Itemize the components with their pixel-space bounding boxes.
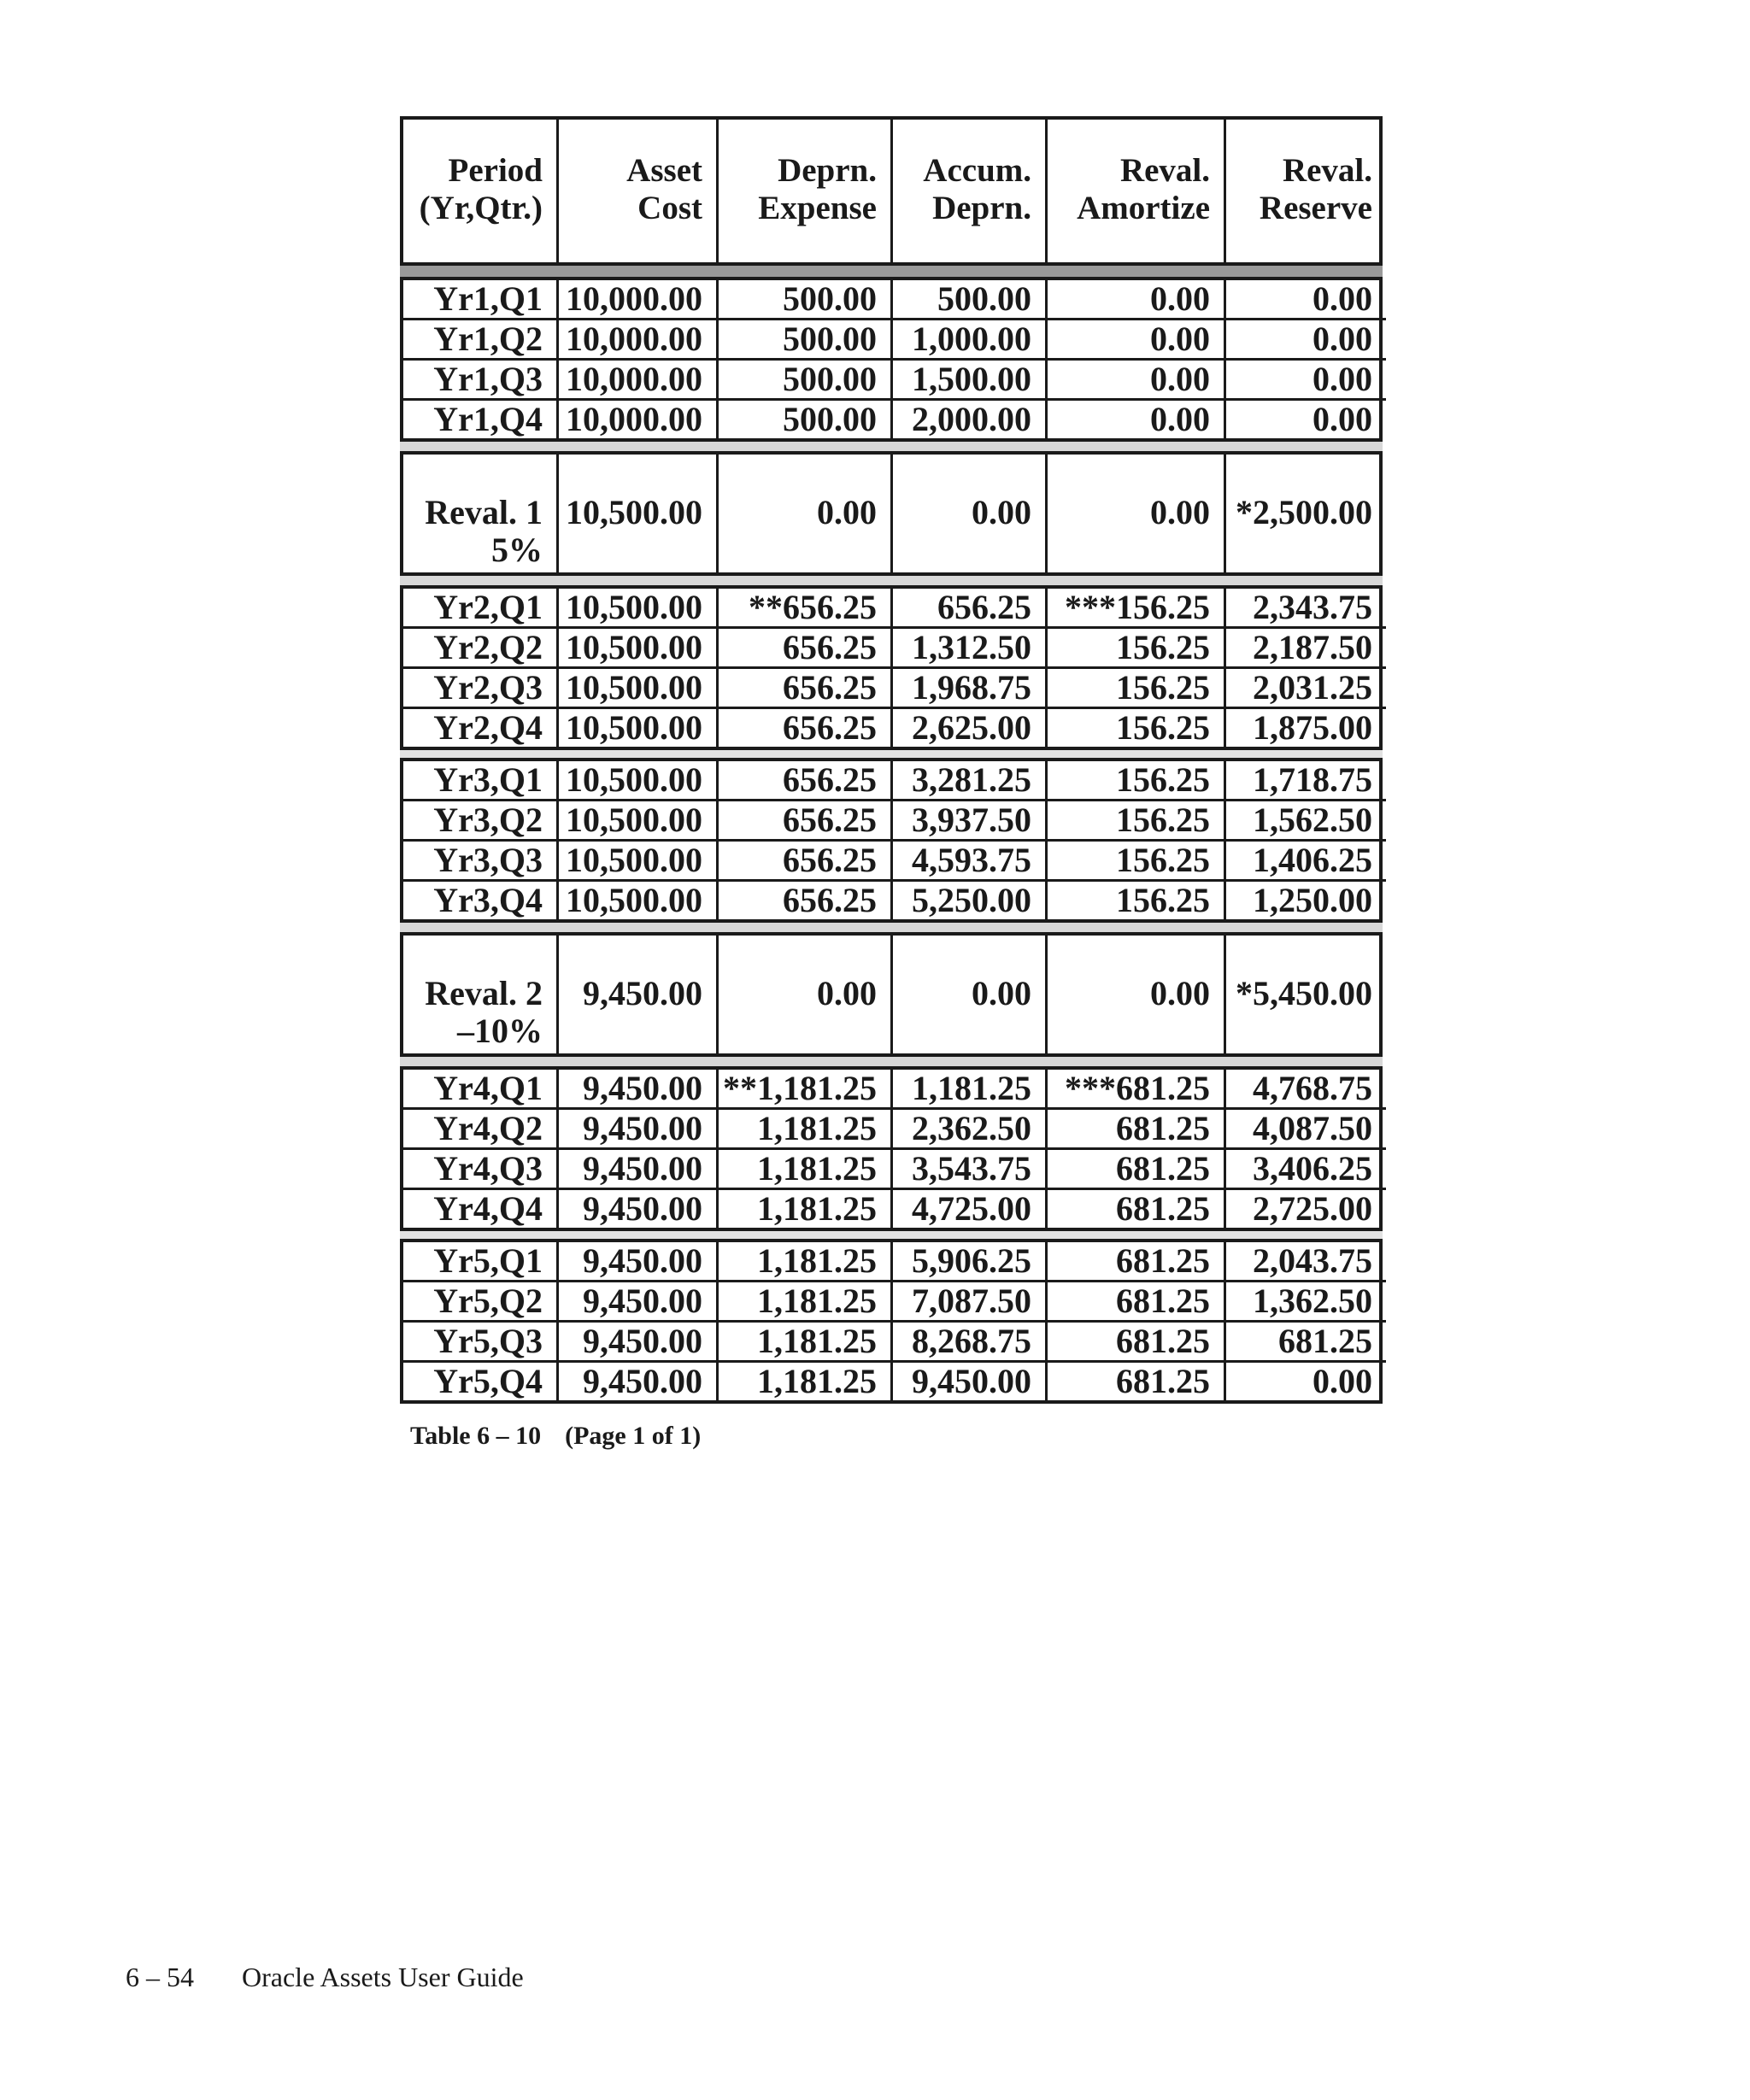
cell-period: Yr4,Q1	[403, 1070, 559, 1110]
header-reval-reserve: Reval. Reserve	[1259, 152, 1372, 226]
group-separator	[400, 750, 1383, 758]
table-caption-page: (Page 1 of 1)	[565, 1422, 702, 1450]
cell-asset-cost: 10,500.00	[559, 842, 719, 882]
cell-period: Reval. 2 –10%	[403, 936, 559, 1053]
cell-accum-deprn: 3,543.75	[893, 1150, 1048, 1190]
cell-deprn-expense: 656.25	[719, 761, 893, 801]
cell-asset-cost: 9,450.00	[559, 1110, 719, 1150]
cell-asset-cost: 10,500.00	[559, 882, 719, 919]
cell-accum-deprn: 4,725.00	[893, 1190, 1048, 1228]
page-footer	[126, 1962, 524, 1993]
cell-asset-cost: 10,500.00	[559, 589, 719, 629]
cell-period: Yr1,Q4	[403, 401, 559, 438]
cell-period: Yr4,Q4	[403, 1190, 559, 1228]
cell-accum-deprn: 1,181.25	[893, 1070, 1048, 1110]
cell-accum-deprn: 1,312.50	[893, 629, 1048, 669]
cell-reval-reserve: 681.25	[1226, 1323, 1386, 1363]
cell-period: Yr5,Q3	[403, 1323, 559, 1363]
cell-deprn-expense: 656.25	[719, 709, 893, 747]
footer-book-title: Oracle Assets User Guide	[242, 1962, 524, 1992]
cell-reval-reserve: 2,187.50	[1226, 629, 1386, 669]
cell-asset-cost: 9,450.00	[559, 1070, 719, 1110]
cell-reval-amortize: 681.25	[1048, 1190, 1226, 1228]
cell-reval-amortize: 156.25	[1048, 842, 1226, 882]
cell-reval-amortize: ***681.25	[1048, 1070, 1226, 1110]
cell-asset-cost: 10,500.00	[559, 455, 719, 572]
cell-deprn-expense: 656.25	[719, 669, 893, 709]
cell-reval-amortize: 156.25	[1048, 801, 1226, 842]
cell-deprn-expense: 1,181.25	[719, 1323, 893, 1363]
cell-deprn-expense: 656.25	[719, 882, 893, 919]
cell-deprn-expense: 1,181.25	[719, 1363, 893, 1400]
cell-accum-deprn: 2,625.00	[893, 709, 1048, 747]
table-caption	[410, 1422, 725, 1451]
cell-reval-reserve: 1,406.25	[1226, 842, 1386, 882]
cell-reval-reserve: 2,343.75	[1226, 589, 1386, 629]
header-asset-cost: Asset Cost	[559, 120, 719, 262]
cell-reval-reserve: 1,875.00	[1253, 709, 1372, 747]
revaluation-group	[400, 932, 1383, 1057]
cell-asset-cost: 10,000.00	[559, 320, 719, 361]
cell-reval-reserve: 1,362.50	[1226, 1282, 1386, 1323]
group-separator	[400, 266, 1383, 277]
cell-reval-amortize: 681.25	[1048, 1242, 1226, 1282]
cell-reval-amortize: 0.00	[1048, 455, 1226, 572]
cell-period: Yr2,Q2	[403, 629, 559, 669]
header-accum-deprn: Accum. Deprn.	[893, 120, 1048, 262]
cell-reval-amortize: 156.25	[1048, 629, 1226, 669]
cell-accum-deprn: 7,087.50	[893, 1282, 1048, 1323]
group-separator	[400, 923, 1383, 932]
cell-reval-reserve: 1,250.00	[1253, 882, 1372, 919]
cell-asset-cost: 9,450.00	[559, 1363, 719, 1400]
cell-reval-amortize: 0.00	[1048, 936, 1226, 1053]
revaluation-table	[400, 116, 1383, 1404]
cell-accum-deprn: 3,937.50	[893, 801, 1048, 842]
cell-period: Yr1,Q1	[403, 280, 559, 320]
cell-period: Yr1,Q2	[403, 320, 559, 361]
cell-reval-amortize: 681.25	[1048, 1282, 1226, 1323]
cell-period: Yr3,Q3	[403, 842, 559, 882]
cell-asset-cost: 10,000.00	[559, 280, 719, 320]
period-group	[400, 277, 1383, 442]
revaluation-group	[400, 451, 1383, 576]
cell-reval-amortize: 681.25	[1048, 1363, 1226, 1400]
cell-deprn-expense: 656.25	[719, 842, 893, 882]
cell-asset-cost: 9,450.00	[559, 1190, 719, 1228]
cell-reval-reserve: 3,406.25	[1226, 1150, 1386, 1190]
cell-period: Yr3,Q4	[403, 882, 559, 919]
cell-reval-amortize: 0.00	[1048, 280, 1226, 320]
cell-reval-reserve: 0.00	[1226, 280, 1386, 320]
cell-deprn-expense: 656.25	[719, 801, 893, 842]
cell-reval-amortize: 156.25	[1048, 669, 1226, 709]
cell-deprn-expense: 500.00	[719, 280, 893, 320]
cell-deprn-expense: 656.25	[719, 629, 893, 669]
cell-accum-deprn: 1,968.75	[893, 669, 1048, 709]
cell-accum-deprn: 3,281.25	[893, 761, 1048, 801]
cell-reval-reserve: 2,043.75	[1226, 1242, 1386, 1282]
cell-deprn-expense: 500.00	[719, 320, 893, 361]
cell-period: Yr5,Q1	[403, 1242, 559, 1282]
cell-accum-deprn: 2,362.50	[893, 1110, 1048, 1150]
cell-deprn-expense: 1,181.25	[719, 1150, 893, 1190]
cell-period: Yr5,Q2	[403, 1282, 559, 1323]
group-separator	[400, 576, 1383, 585]
cell-deprn-expense: 1,181.25	[719, 1242, 893, 1282]
table-caption-label: Table 6 – 10	[410, 1422, 542, 1450]
cell-period: Yr2,Q4	[403, 709, 559, 747]
footer-page-number: 6 – 54	[126, 1962, 194, 1992]
cell-reval-amortize: 156.25	[1048, 882, 1226, 919]
cell-period: Yr5,Q4	[403, 1363, 559, 1400]
cell-reval-reserve: 1,562.50	[1226, 801, 1386, 842]
cell-deprn-expense: 0.00	[719, 455, 893, 572]
cell-deprn-expense: **656.25	[719, 589, 893, 629]
cell-reval-reserve: 4,768.75	[1226, 1070, 1386, 1110]
cell-asset-cost: 10,000.00	[559, 361, 719, 401]
period-group	[400, 585, 1383, 750]
cell-reval-amortize: 156.25	[1048, 709, 1226, 747]
cell-asset-cost: 9,450.00	[559, 1323, 719, 1363]
cell-asset-cost: 10,000.00	[559, 401, 719, 438]
header-reval-amortize: Reval. Amortize	[1048, 120, 1226, 262]
cell-reval-amortize: ***156.25	[1048, 589, 1226, 629]
cell-reval-amortize: 156.25	[1048, 761, 1226, 801]
cell-asset-cost: 10,500.00	[559, 629, 719, 669]
cell-asset-cost: 9,450.00	[559, 936, 719, 1053]
cell-reval-reserve: *5,450.00	[1236, 974, 1372, 1012]
cell-accum-deprn: 1,500.00	[893, 361, 1048, 401]
cell-accum-deprn: 656.25	[893, 589, 1048, 629]
period-group	[400, 1066, 1383, 1231]
cell-accum-deprn: 4,593.75	[893, 842, 1048, 882]
period-group	[400, 758, 1383, 923]
cell-reval-amortize: 681.25	[1048, 1110, 1226, 1150]
cell-period: Yr3,Q1	[403, 761, 559, 801]
cell-asset-cost: 10,500.00	[559, 669, 719, 709]
cell-deprn-expense: 1,181.25	[719, 1190, 893, 1228]
group-separator	[400, 1231, 1383, 1239]
cell-accum-deprn: 5,906.25	[893, 1242, 1048, 1282]
cell-reval-amortize: 0.00	[1048, 361, 1226, 401]
cell-period: Yr4,Q3	[403, 1150, 559, 1190]
cell-reval-amortize: 0.00	[1048, 401, 1226, 438]
cell-asset-cost: 10,500.00	[559, 761, 719, 801]
cell-period: Yr2,Q3	[403, 669, 559, 709]
cell-period: Yr3,Q2	[403, 801, 559, 842]
cell-deprn-expense: 0.00	[719, 936, 893, 1053]
cell-reval-reserve: *2,500.00	[1236, 493, 1372, 531]
group-separator	[400, 442, 1383, 451]
cell-reval-reserve: 0.00	[1312, 1363, 1372, 1400]
cell-reval-amortize: 681.25	[1048, 1323, 1226, 1363]
cell-reval-reserve: 4,087.50	[1226, 1110, 1386, 1150]
cell-accum-deprn: 2,000.00	[893, 401, 1048, 438]
cell-deprn-expense: 1,181.25	[719, 1282, 893, 1323]
cell-accum-deprn: 5,250.00	[893, 882, 1048, 919]
cell-period: Yr4,Q2	[403, 1110, 559, 1150]
header-deprn-expense: Deprn. Expense	[719, 120, 893, 262]
cell-deprn-expense: 500.00	[719, 361, 893, 401]
cell-asset-cost: 9,450.00	[559, 1242, 719, 1282]
cell-accum-deprn: 500.00	[893, 280, 1048, 320]
cell-accum-deprn: 0.00	[893, 936, 1048, 1053]
cell-reval-reserve: 2,725.00	[1253, 1190, 1372, 1228]
cell-reval-reserve: 2,031.25	[1226, 669, 1386, 709]
cell-asset-cost: 10,500.00	[559, 801, 719, 842]
cell-accum-deprn: 8,268.75	[893, 1323, 1048, 1363]
cell-asset-cost: 10,500.00	[559, 709, 719, 747]
cell-reval-reserve: 1,718.75	[1226, 761, 1386, 801]
cell-accum-deprn: 9,450.00	[893, 1363, 1048, 1400]
group-separator	[400, 1057, 1383, 1066]
cell-period: Reval. 1 5%	[403, 455, 559, 572]
cell-reval-amortize: 681.25	[1048, 1150, 1226, 1190]
cell-deprn-expense: **1,181.25	[719, 1070, 893, 1110]
table-header	[400, 116, 1383, 266]
cell-reval-reserve: 0.00	[1226, 361, 1386, 401]
cell-period: Yr2,Q1	[403, 589, 559, 629]
cell-period: Yr1,Q3	[403, 361, 559, 401]
cell-accum-deprn: 0.00	[893, 455, 1048, 572]
cell-reval-amortize: 0.00	[1048, 320, 1226, 361]
period-group	[400, 1239, 1383, 1404]
header-period: Period (Yr,Qtr.)	[403, 120, 559, 262]
cell-asset-cost: 9,450.00	[559, 1150, 719, 1190]
cell-asset-cost: 9,450.00	[559, 1282, 719, 1323]
cell-reval-reserve: 0.00	[1226, 320, 1386, 361]
cell-accum-deprn: 1,000.00	[893, 320, 1048, 361]
cell-reval-reserve: 0.00	[1312, 401, 1372, 438]
cell-deprn-expense: 500.00	[719, 401, 893, 438]
cell-deprn-expense: 1,181.25	[719, 1110, 893, 1150]
